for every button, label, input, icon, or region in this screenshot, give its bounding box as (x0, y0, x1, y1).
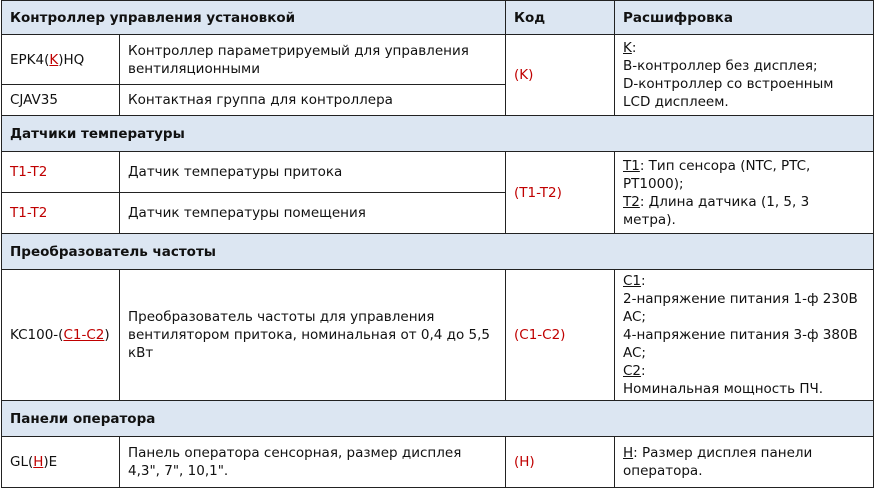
section-title: Датчики температуры (2, 116, 874, 152)
model-code: C1-C2 (63, 327, 105, 343)
description-cell: Контактная группа для контроллера (120, 85, 506, 116)
decode-key-suffix: : (641, 273, 646, 289)
decode-line: 2-напряжение питания 1-ф 230В AC; (623, 291, 858, 325)
code-cell: (K) (506, 35, 615, 116)
model-prefix: GL( (10, 454, 34, 470)
table-row (2, 35, 874, 85)
header-decode: Расшифровка (615, 1, 874, 35)
decode-line: B-контроллер без дисплея; (623, 58, 818, 74)
description-cell: Преобразователь частоты для управления вентилятором притока, номинальная от 0,4 до 5,5 кВт (120, 270, 506, 401)
model-cell: T1-T2 (2, 152, 120, 193)
section-title: Преобразователь частоты (2, 234, 874, 270)
model-prefix: KC100-( (10, 327, 64, 343)
table-row (2, 270, 874, 401)
decode-key: C2 (623, 363, 642, 379)
decode-cell (615, 270, 874, 401)
decode-cell (615, 35, 874, 116)
model-cell: CJAV35 (2, 85, 120, 116)
decode-key: H (623, 445, 634, 461)
decode-line: Номинальная мощность ПЧ. (623, 381, 824, 397)
decode-line: 4-напряжение питания 3-ф 380В AC; (623, 327, 858, 361)
section-row (2, 234, 874, 270)
decode-key-suffix: : (631, 40, 637, 56)
model-cell: T1-T2 (2, 193, 120, 234)
specification-table (1, 0, 874, 488)
decode-text: : Длина датчика (1, 5, 3 метра). (623, 193, 810, 228)
description-cell: Контроллер параметрируемый для управления вентиляционными (120, 35, 506, 85)
table-header-row (2, 1, 874, 35)
model-code: H (33, 454, 44, 470)
model-cell (2, 437, 120, 488)
model-cell (2, 270, 120, 401)
decode-key: T1 (623, 157, 640, 174)
section-row (2, 401, 874, 437)
description-cell: Датчик температуры помещения (120, 193, 506, 234)
model-code: K (49, 51, 59, 68)
decode-text: : Размер дисплея панели оператора. (623, 445, 813, 479)
description-cell: Датчик температуры притока (120, 152, 506, 193)
description-cell: Панель оператора сенсорная, размер дисплея 4,3", 7", 10,1". (120, 437, 506, 488)
section-row (2, 116, 874, 152)
decode-key: C1 (623, 273, 642, 289)
decode-cell (615, 152, 874, 234)
header-code: Код (506, 1, 615, 35)
decode-cell (615, 437, 874, 488)
code-cell: (C1-C2) (506, 270, 615, 401)
decode-key-suffix: : (641, 363, 646, 379)
model-suffix: )E (43, 454, 58, 470)
model-suffix: )HQ (58, 51, 85, 68)
model-prefix: EPK4( (10, 51, 50, 68)
decode-key: T2 (623, 193, 640, 210)
section-title: Панели оператора (2, 401, 874, 437)
decode-line: D-контроллер со встроенным LCD дисплеем. (623, 76, 834, 110)
header-controller: Контроллер управления установкой (2, 1, 506, 35)
table-row (2, 437, 874, 488)
code-cell: (H) (506, 437, 615, 488)
code-cell: (T1-T2) (506, 152, 615, 234)
model-cell (2, 35, 120, 85)
decode-key: K (623, 40, 632, 56)
decode-text: : Тип сенсора (NTC, PTC, PT1000); (623, 157, 811, 192)
table-row (2, 152, 874, 193)
model-suffix: ) (104, 327, 110, 343)
